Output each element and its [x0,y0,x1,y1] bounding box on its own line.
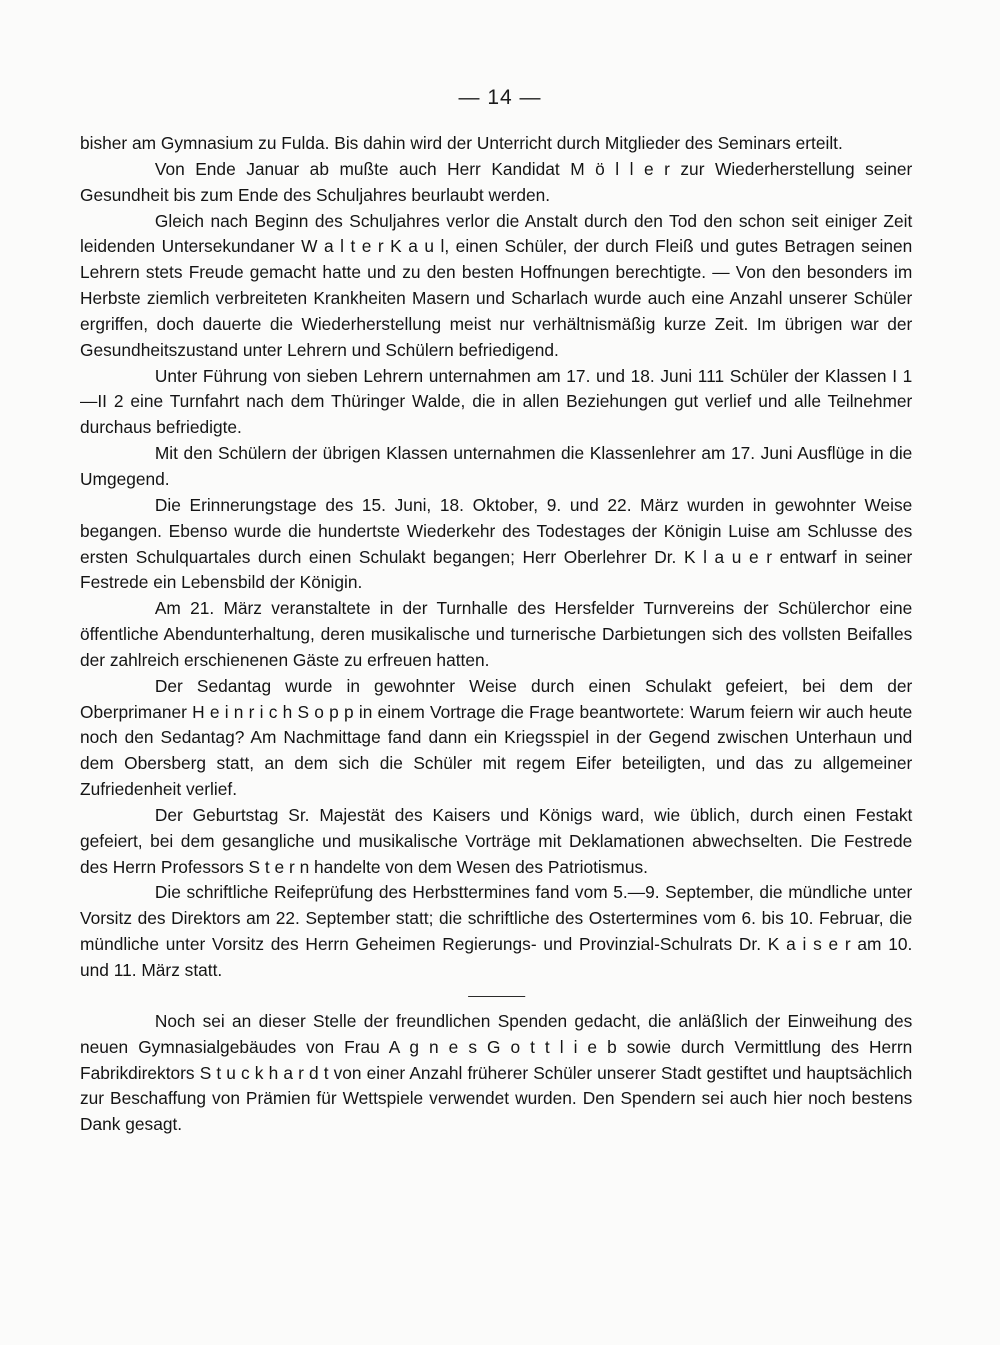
section-separator-rule [468,996,525,997]
page-number: — 14 — [458,86,542,109]
paragraph: Von Ende Januar ab mußte auch Herr Kandidat M ö l l e r zur Wiederherstellung seiner Gesundheit bis zum Ende des Schuljahres beurlaubt werden. [80,158,913,205]
paragraph: Der Geburtstag Sr. Majestät des Kaisers und Königs ward, wie üblich, durch einen Festakt gefeiert, bei dem gesangliche und musikalische Vorträge mit Deklamationen abwechselten. Die Festrede des Herrn Professors S t e r n handelte von dem Wesen des Patriotismus. [80,804,913,877]
paragraph: Mit den Schülern der übrigen Klassen unternahmen die Klassenlehrer am 17. Juni Ausflüge in die Umgegend. [80,443,913,489]
body-text [80,131,912,1138]
paragraph: bisher am Gymnasium zu Fulda. Bis dahin wird der Unterricht durch Mitglieder des Seminars erteilt. [80,133,843,153]
paragraph: Die Erinnerungstage des 15. Juni, 18. Oktober, 9. und 22. März wurden in gewohnter Weise begangen. Ebenso wurde die hundertste Wiederkehr des Todestages der Königin Luise am Schlusse des ersten Schulquartales durch einen Schulakt begangen; Herr Oberlehrer Dr. K l a u e r entwarf in seiner Festrede ein Lebensbild der Königin. [80,494,913,593]
paragraph: Noch sei an dieser Stelle der freundlichen Spenden gedacht, die anläßlich der Einweihung des neuen Gymnasialgebäudes von Frau A g n e s G o t t l i e b sowie durch Vermittlung des Herrn Fabrikdirektors S t u c k h a r d t von einer Anzahl früherer Schüler unserer Stadt gestiftet und hauptsächlich zur Beschaffung von Prämien für Wettspiele verwendet wurden. Den Spendern sei auch hier noch bestens Dank gesagt. [80,1010,913,1135]
paragraph: Die schriftliche Reifeprüfung des Herbsttermines fand vom 5.—9. September, die mündliche unter Vorsitz des Direktors am 22. September statt; die schriftliche des Ostertermines vom 6. bis 10. Februar, die mündliche unter Vorsitz des Herrn Geheimen Regierungs- und Provinzial-Schulrats Dr. K a i s e r am 10. und 11. März statt. [80,882,913,980]
paragraph: Am 21. März veranstaltete in der Turnhalle des Hersfelder Turnvereins der Schülerchor eine öffentliche Abendunterhaltung, deren musikalische und turnerische Darbietungen sich des vollsten Beifalles der zahlreich erschienenen Gäste zu erfreuen hatten. [80,598,913,670]
paragraph: Der Sedantag wurde in gewohnter Weise durch einen Schulakt gefeiert, bei dem der Oberprimaner H e i n r i c h S o p p in einem Vortrage die Frage beantwortete: Warum feiern wir auch heute noch den Sedantag? Am Nachmittage fand dann ein Kriegsspiel in der Gegend zwischen Unterhaun und dem Obersberg statt, an dem sich die Schüler mit regem Eifer beteiligten, und das zu allgemeiner Zufriedenheit verlief. [80,675,913,800]
paragraph: Unter Führung von sieben Lehrern unternahmen am 17. und 18. Juni 111 Schüler der Klassen I 1—II 2 eine Turnfahrt nach dem Thüringer Walde, die in allen Beziehungen gut verlief und alle Teilnehmer durchaus befriedigte. [80,365,913,438]
paragraph: Gleich nach Beginn des Schuljahres verlor die Anstalt durch den Tod den schon seit einiger Zeit leidenden Untersekundaner W a l t e r K a u l, einen Schüler, der durch Fleiß und gutes Betragen seinen Lehrern stets Freude gemacht hatte und zu den besten Hoffnungen berechtigte. — Von den besonders im Herbste ziemlich verbreiteten Krankheiten Masern und Scharlach wurde auch eine Anzahl unserer Schüler ergriffen, doch dauerte die Wiederherstellung meist nur verhältnismäßig kurze Zeit. Im übrigen war der Gesundheitszustand unter Lehrern und Schülern befriedigend. [80,210,913,360]
